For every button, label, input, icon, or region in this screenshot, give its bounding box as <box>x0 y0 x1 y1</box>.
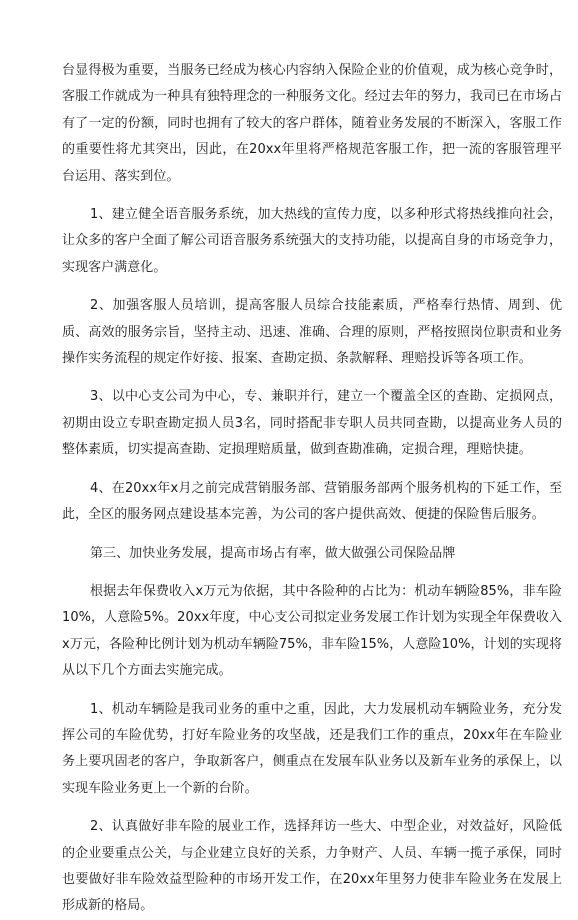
paragraph-motor-insurance: 1、机动车辆险是我司业务的重中之重，因此，大力发展机动车辆险业务，充分发挥公司的车险优势，打好车险业务的攻坚战，还是我们工作的重点，20xx年在车险业务上要巩固老的客户，争取新客户，侧重点在发展车队业务以及新车业务的承保上，以实现车险业务更上一个新的台阶。 <box>62 701 562 796</box>
section-heading-business-development: 第三、加快业务发展，提高市场占有率，做大做强公司保险品牌 <box>90 545 456 561</box>
document-page <box>62 58 562 920</box>
paragraph-survey-network: 3、以中心支公司为中心，专、兼职并行，建立一个覆盖全区的查勘、定损网点，初期由设立专职查勘定损人员3名，同时搭配非专职人员共同查勘，以提高业务人员的整体素质，切实提高查勘、定损理赔质量，做到查勘准确，定损合理，理赔快捷。 <box>62 389 562 458</box>
paragraph-service-outlets: 4、在20xx年x月之前完成营销服务部、营销服务部两个服务机构的下延工作，至此，全区的服务网点建设基本完善，为公司的客户提供高效、便捷的保险售后服务。 <box>62 480 562 523</box>
paragraph-premium-plan: 根据去年保费收入x万元为依据，其中各险种的占比为：机动车辆险85%，非车险10%，人意险5%。20xx年度，中心支公司拟定业务发展工作计划为实现全年保费收入x万元，各险种比例计划为机动车辆险75%，非车险15%，人意险10%，计划的实现将从以下几个方面去实施完成。 <box>62 583 562 679</box>
paragraph-voice-service-system: 1、建立健全语音服务系统，加大热线的宣传力度，以多种形式将热线推向社会，让众多的客户全面了解公司语音服务系统强大的支持功能，以提高自身的市场竞争力，实现客户满意化。 <box>62 207 562 275</box>
paragraph-non-motor-insurance: 2、认真做好非车险的展业工作，选择拜访一些大、中型企业，对效益好，风险低的企业要重点公关，与企业建立良好的关系，力争财产、人员、车辆一揽子承保，同时也要做好非车险效益型险种的市场开发工作，在20xx年里努力使非车险业务在发展上形成新的格局。 <box>62 819 562 914</box>
paragraph-staff-training: 2、加强客服人员培训，提高客服人员综合技能素质，严格奉行热情、周到、优质、高效的服务宗旨，坚持主动、迅速、准确、合理的原则，严格按照岗位职责和业务操作实务流程的规定作好接、报案、查勘定损、条款解释、理赔投诉等各项工作。 <box>62 298 562 367</box>
paragraph-customer-service-culture: 台显得极为重要，当服务已经成为核心内容纳入保险企业的价值观，成为核心竞争时，客服工作就成为一种具有独特理念的一种服务文化。经过去年的努力，我司已在市场占有了一定的份额，同时也拥有了较大的客户群体，随着业务发展的不断深入，客服工作的重要性将尤其突出，因此，在20xx年里将严格规范客服工作，把一流的客服管理平台运用、落实到位。 <box>62 63 562 184</box>
